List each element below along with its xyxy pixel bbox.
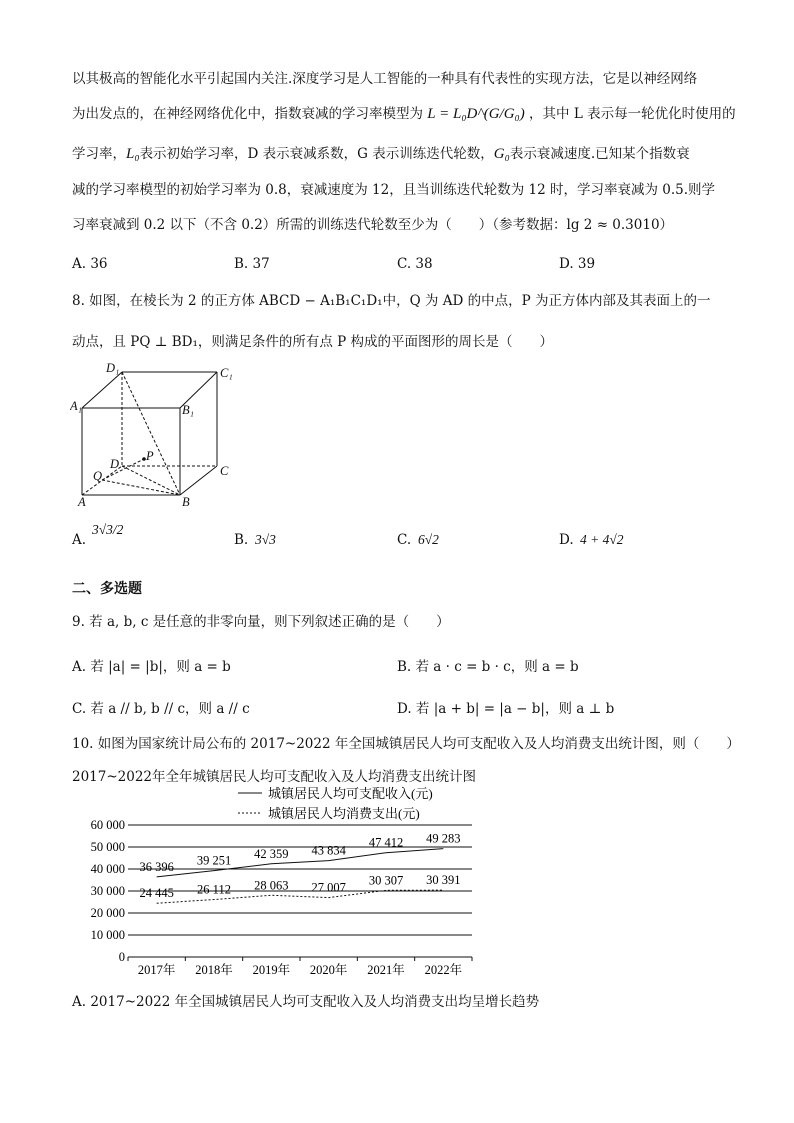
data-label-s2-4: 30 307 bbox=[368, 873, 404, 888]
data-label-s2-1: 26 112 bbox=[197, 882, 231, 897]
y-tick-label-5: 50 000 bbox=[90, 840, 125, 854]
cube-figure bbox=[70, 360, 240, 510]
q8-option-d-value: 4 + 4√2 bbox=[580, 532, 624, 547]
q7-line-2-tail: ，其中 L 表示每一轮优化时使用的 bbox=[529, 106, 736, 122]
q7-formula: L = L₀D^(G/G₀) bbox=[427, 106, 525, 122]
label-q: Q bbox=[93, 469, 103, 483]
q10-option-a: A. 2017~2022 年全国城镇居民人均可支配收入及人均消费支出均呈增长趋势 bbox=[72, 994, 540, 1010]
q7-option-a: A. 36 bbox=[72, 256, 108, 272]
q9-option-c: C. 若 a // b, b // c，则 a // c bbox=[72, 701, 250, 717]
y-tick-label-6: 60 000 bbox=[90, 818, 125, 832]
segment-qb bbox=[102, 480, 180, 495]
data-label-s1-4: 47 412 bbox=[368, 835, 404, 850]
data-label-s2-5: 30 391 bbox=[426, 873, 461, 888]
data-label-s1-3: 43 834 bbox=[311, 843, 346, 858]
q8-option-d-label: D. bbox=[559, 532, 574, 548]
diag-db bbox=[122, 466, 180, 495]
q7-line-5: 习率衰减到 0.2 以下（不含 0.2）所需的训练迭代轮数至少为（ ）（参考数据：lg 2 ≈ 0.3010） bbox=[72, 217, 674, 233]
q7-line-2-text: 为出发点的，在神经网络优化中，指数衰减的学习率模型为 bbox=[72, 106, 423, 122]
q7-line-3c: 表示衰减速度.已知某个指数衰 bbox=[509, 146, 690, 162]
label-c: C bbox=[220, 464, 229, 478]
segment-qp bbox=[102, 459, 144, 480]
legend-label-1: 城镇居民人均可支配收入(元) bbox=[268, 786, 433, 801]
y-tick-label-4: 40 000 bbox=[90, 862, 125, 876]
q7-g0-symbol: G₀ bbox=[493, 146, 510, 162]
diag-d1b bbox=[122, 372, 180, 495]
data-label-s1-5: 49 283 bbox=[426, 831, 461, 846]
x-tick-label-3: 2020年 bbox=[309, 963, 348, 977]
q8-option-a-label: A. bbox=[72, 532, 87, 548]
q7-option-b: B. 37 bbox=[234, 256, 270, 272]
y-tick-label-3: 30 000 bbox=[90, 884, 125, 898]
x-tick-label-4: 2021年 bbox=[367, 963, 405, 977]
q7-line-3 bbox=[72, 145, 690, 163]
q8-option-c-value: 6√2 bbox=[418, 532, 439, 547]
q7-line-3b: 表示初始学习率，D 表示衰减系数，G 表示训练迭代轮数， bbox=[139, 146, 494, 162]
q9-option-b: B. 若 a · c = b · c，则 a = b bbox=[397, 659, 579, 675]
x-tick-label-2: 2019年 bbox=[252, 963, 291, 977]
edge-bc bbox=[180, 466, 217, 495]
q7-option-d: D. 39 bbox=[559, 256, 596, 272]
label-p: P bbox=[146, 449, 154, 463]
q9-option-a: A. 若 |a| = |b|，则 a = b bbox=[72, 659, 231, 675]
label-b: B bbox=[182, 495, 190, 509]
label-c1: C₁ bbox=[220, 366, 233, 380]
data-label-s1-2: 42 359 bbox=[254, 846, 289, 861]
legend-label-2: 城镇居民人均消费支出(元) bbox=[268, 806, 420, 821]
q8-option-a-value: 3√3/2 bbox=[92, 522, 124, 537]
label-a: A bbox=[78, 495, 86, 509]
data-label-s2-0: 24 445 bbox=[139, 886, 174, 901]
q9-stem: 9. 若 a, b, c 是任意的非零向量，则下列叙述正确的是（ ） bbox=[72, 614, 450, 630]
q9-option-d: D. 若 |a + b| = |a − b|，则 a ⊥ b bbox=[397, 701, 615, 717]
x-tick-label-5: 2022年 bbox=[424, 963, 463, 977]
label-d: D bbox=[110, 457, 120, 471]
y-tick-label-2: 20 000 bbox=[90, 906, 125, 920]
data-label-s1-0: 36 396 bbox=[139, 859, 174, 874]
q8-line-2: 动点，且 PQ ⊥ BD₁，则满足条件的所有点 P 构成的平面图形的周长是（ ） bbox=[72, 334, 554, 350]
line-chart bbox=[70, 783, 490, 983]
x-tick-label-1: 2018年 bbox=[195, 963, 233, 977]
q8-line-1: 8. 如图，在棱长为 2 的正方体 ABCD − A₁B₁C₁D₁中，Q 为 AD 的中点，P 为正方体内部及其表面上的一 bbox=[72, 293, 711, 309]
y-tick-label-1: 10 000 bbox=[90, 928, 125, 942]
section-title-multi-choice: 二、多选题 bbox=[72, 581, 142, 597]
label-a1: A₁ bbox=[70, 399, 82, 413]
q7-option-c: C. 38 bbox=[397, 256, 433, 272]
data-label-s1-1: 39 251 bbox=[196, 853, 232, 868]
q7-line-1: 以其极高的智能化水平引起国内关注.深度学习是人工智能的一种具有代表性的实现方法，它是以神经网络 bbox=[72, 71, 698, 87]
data-label-s2-3: 27 007 bbox=[311, 880, 346, 895]
y-tick-label-0: 0 bbox=[118, 950, 125, 964]
q7-l0-symbol: L₀ bbox=[126, 146, 140, 162]
edge-a1d1 bbox=[82, 372, 122, 408]
q7-line-3a: 学习率， bbox=[72, 146, 126, 162]
label-b1: B₁ bbox=[182, 403, 194, 417]
q7-line-4: 减的学习率模型的初始学习率为 0.8，衰减速度为 12，且当训练迭代轮数为 12 时，学习率衰减为 0.5.则学 bbox=[72, 182, 716, 198]
q7-line-2 bbox=[72, 105, 736, 123]
chart-title: 2017~2022年全年城镇居民人均可支配收入及人均消费支出统计图 bbox=[72, 769, 477, 785]
x-tick-label-0: 2017年 bbox=[137, 963, 176, 977]
data-label-s2-2: 28 063 bbox=[254, 878, 289, 893]
q10-stem: 10. 如图为国家统计局公布的 2017~2022 年全国城镇居民人均可支配收入及人均消费支出统计图，则（ ） bbox=[72, 736, 740, 752]
q8-option-b-label: B. bbox=[234, 532, 249, 548]
q8-option-b-value: 3√3 bbox=[255, 532, 276, 547]
q8-option-c-label: C. bbox=[397, 532, 412, 548]
label-d1: D₁ bbox=[106, 361, 120, 375]
